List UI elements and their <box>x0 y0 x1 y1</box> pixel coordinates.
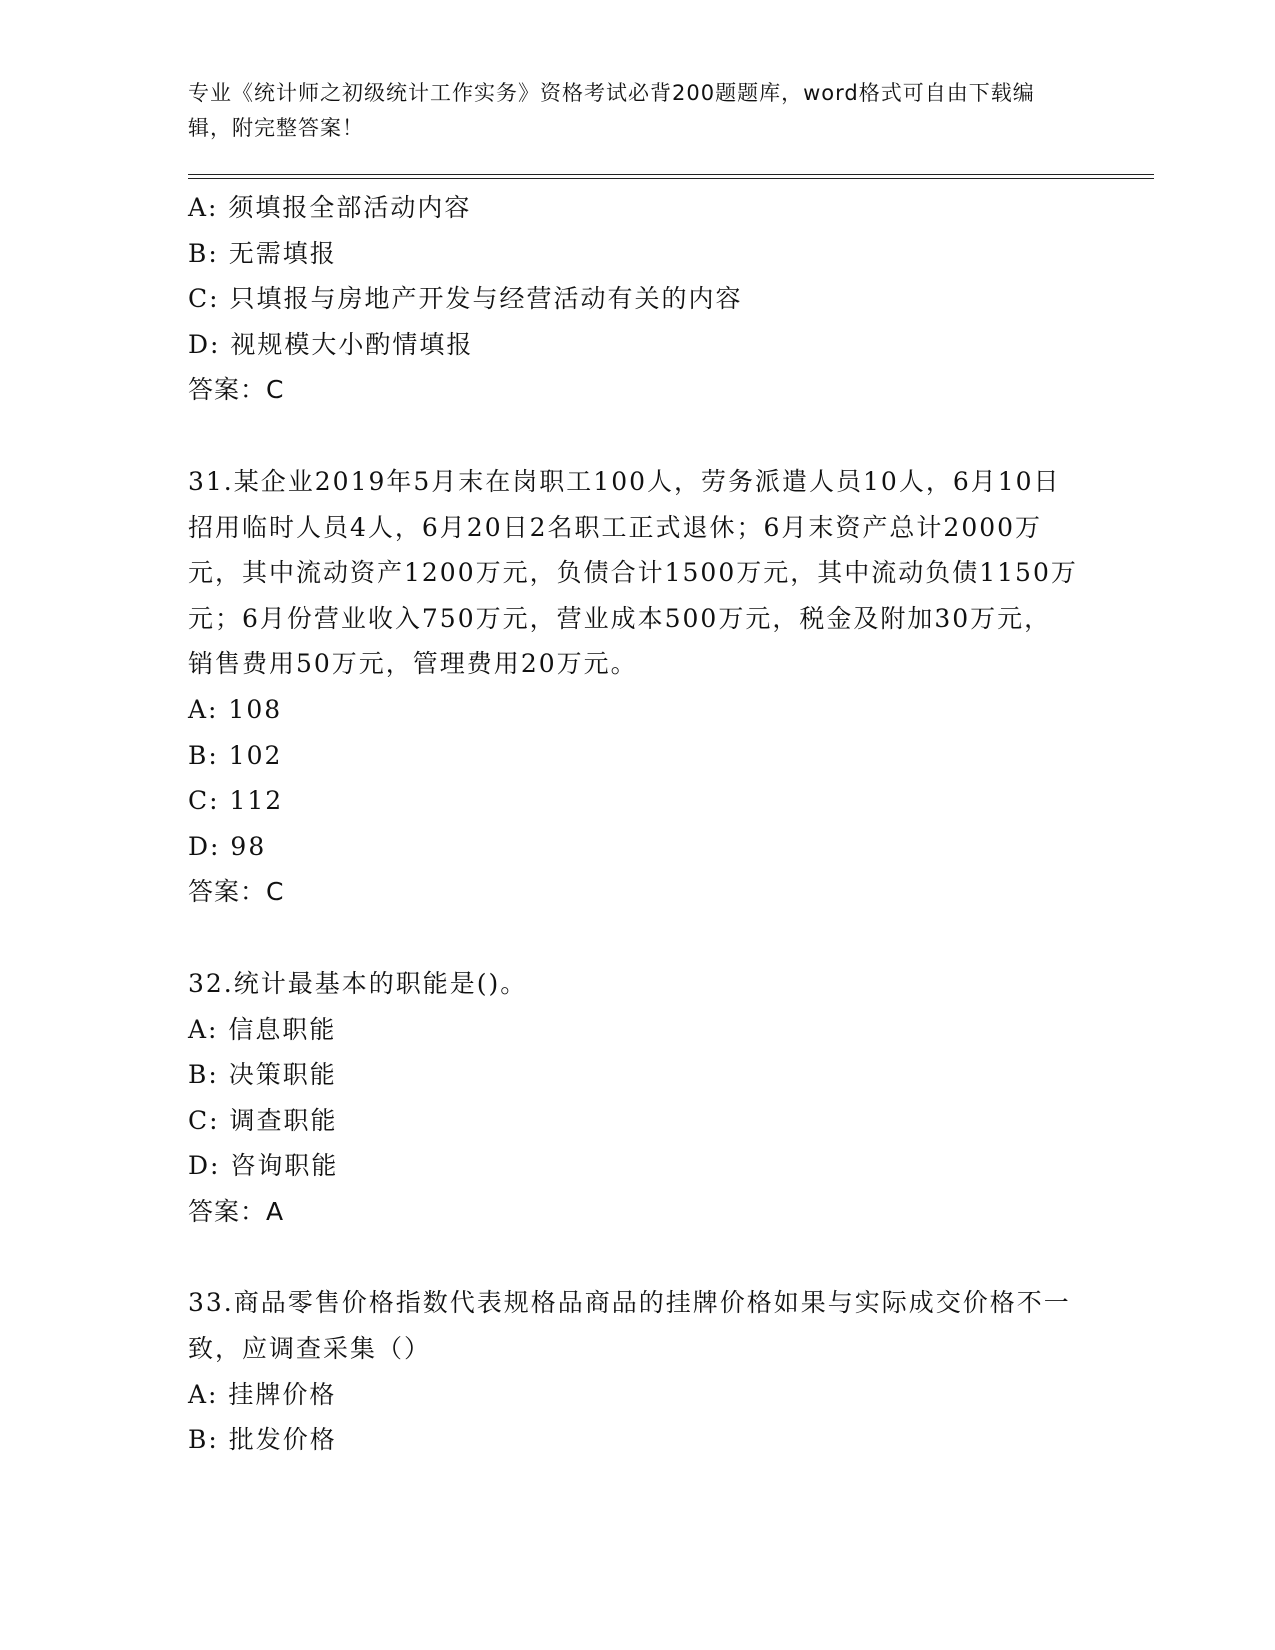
option-c: C: 调查职能 <box>188 1105 338 1135</box>
question-spacer <box>188 915 1154 961</box>
answer: 答案：C <box>188 877 285 907</box>
question-32 <box>188 961 1154 1235</box>
option-a: A: 108 <box>188 694 283 724</box>
document-body <box>188 185 1154 1463</box>
question-spacer <box>188 1234 1154 1280</box>
question-spacer <box>188 413 1154 459</box>
answer: 答案：C <box>188 375 285 405</box>
option-d: D: 咨询职能 <box>188 1151 339 1181</box>
question-stem: 33.商品零售价格指数代表规格品商品的挂牌价格如果与实际成交价格不一致，应调查采集（） <box>188 1288 1071 1364</box>
option-b: B: 无需填报 <box>188 238 337 268</box>
option-b: B: 批发价格 <box>188 1425 337 1455</box>
document-page <box>188 76 1154 1463</box>
question-33 <box>188 1280 1154 1462</box>
question-stem: 31.某企业2019年5月末在岗职工100人，劳务派遣人员10人，6月10日招用临时人员4人，6月20日2名职工正式退休；6月末资产总计2000万元，其中流动资产1200万元，负债合计1500万元，其中流动负债1150万元；6月份营业收入750万元，营业成本500万元，税金及附加30万元，销售费用50万元，管理费用20万元。 <box>188 466 1078 679</box>
option-d: D: 98 <box>188 831 267 861</box>
option-a: A: 须填报全部活动内容 <box>188 193 472 222</box>
option-c: C: 只填报与房地产开发与经营活动有关的内容 <box>188 284 743 314</box>
option-b: B: 决策职能 <box>188 1060 337 1090</box>
question-stem: 32.统计最基本的职能是()。 <box>188 968 528 998</box>
option-a: A: 挂牌价格 <box>188 1379 337 1409</box>
option-c: C: 112 <box>188 786 284 816</box>
option-b: B: 102 <box>188 740 283 770</box>
option-d: D: 视规模大小酌情填报 <box>188 329 474 359</box>
option-a: A: 信息职能 <box>188 1014 337 1044</box>
question-30-continued <box>188 185 1154 413</box>
header-divider <box>188 174 1154 179</box>
answer: 答案：A <box>188 1196 285 1226</box>
question-31 <box>188 459 1154 915</box>
document-header: 专业《统计师之初级统计工作实务》资格考试必背200题题库，word格式可自由下载编辑，附完整答案！ <box>188 81 1035 140</box>
